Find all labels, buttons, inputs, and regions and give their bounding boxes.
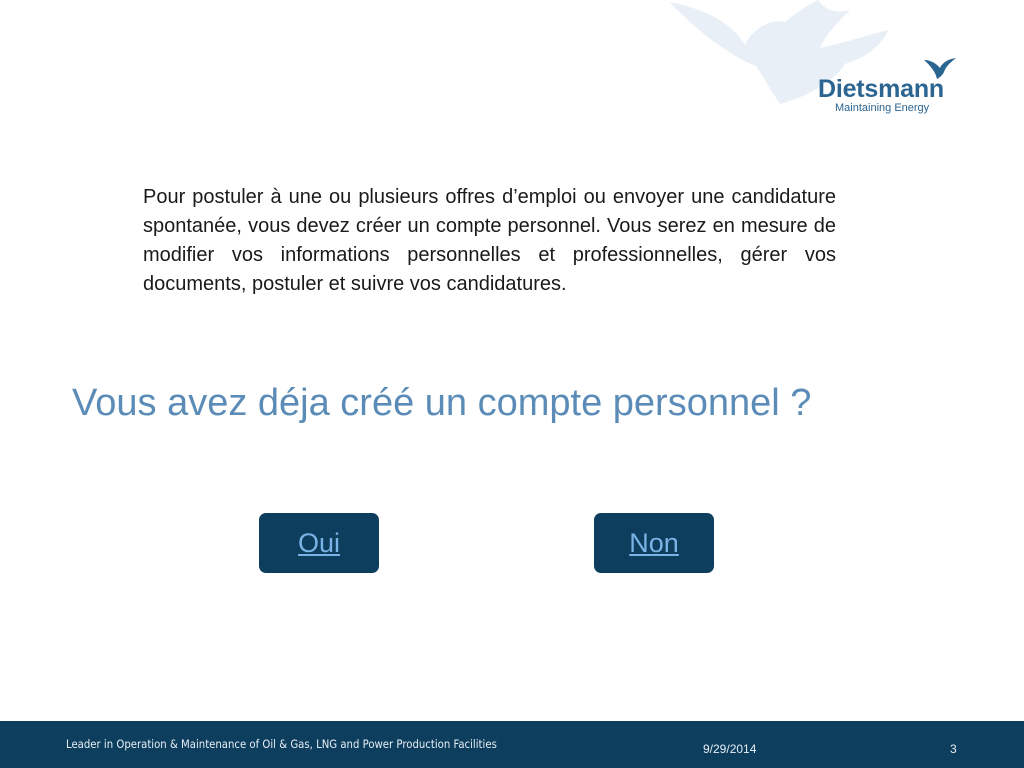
- company-tagline: Maintaining Energy: [835, 102, 930, 114]
- no-button[interactable]: [594, 513, 714, 573]
- yes-button[interactable]: [259, 513, 379, 573]
- footer-tagline: Leader in Operation & Maintenance of Oil & Gas, LNG and Power Production Facilities: [66, 737, 497, 751]
- dietsmann-logo: [818, 54, 968, 118]
- company-name: Dietsmann: [818, 75, 945, 103]
- intro-paragraph: Pour postuler à une ou plusieurs offres d’emploi ou envoyer une candidature spontanée, vous devez créer un compte personnel. Vous serez en mesure de modifier vos informations personnelles et professionnelles, gérer vos documents, postuler et suivre vos candidatures.: [143, 186, 836, 295]
- no-link[interactable]: Non: [629, 527, 679, 558]
- account-question: Vous avez déja créé un compte personnel ?: [72, 382, 812, 424]
- yes-link[interactable]: Oui: [297, 527, 341, 558]
- footer-date: 9/29/2014: [703, 742, 757, 756]
- footer-bar: [0, 721, 1024, 768]
- page-number: 3: [950, 742, 957, 756]
